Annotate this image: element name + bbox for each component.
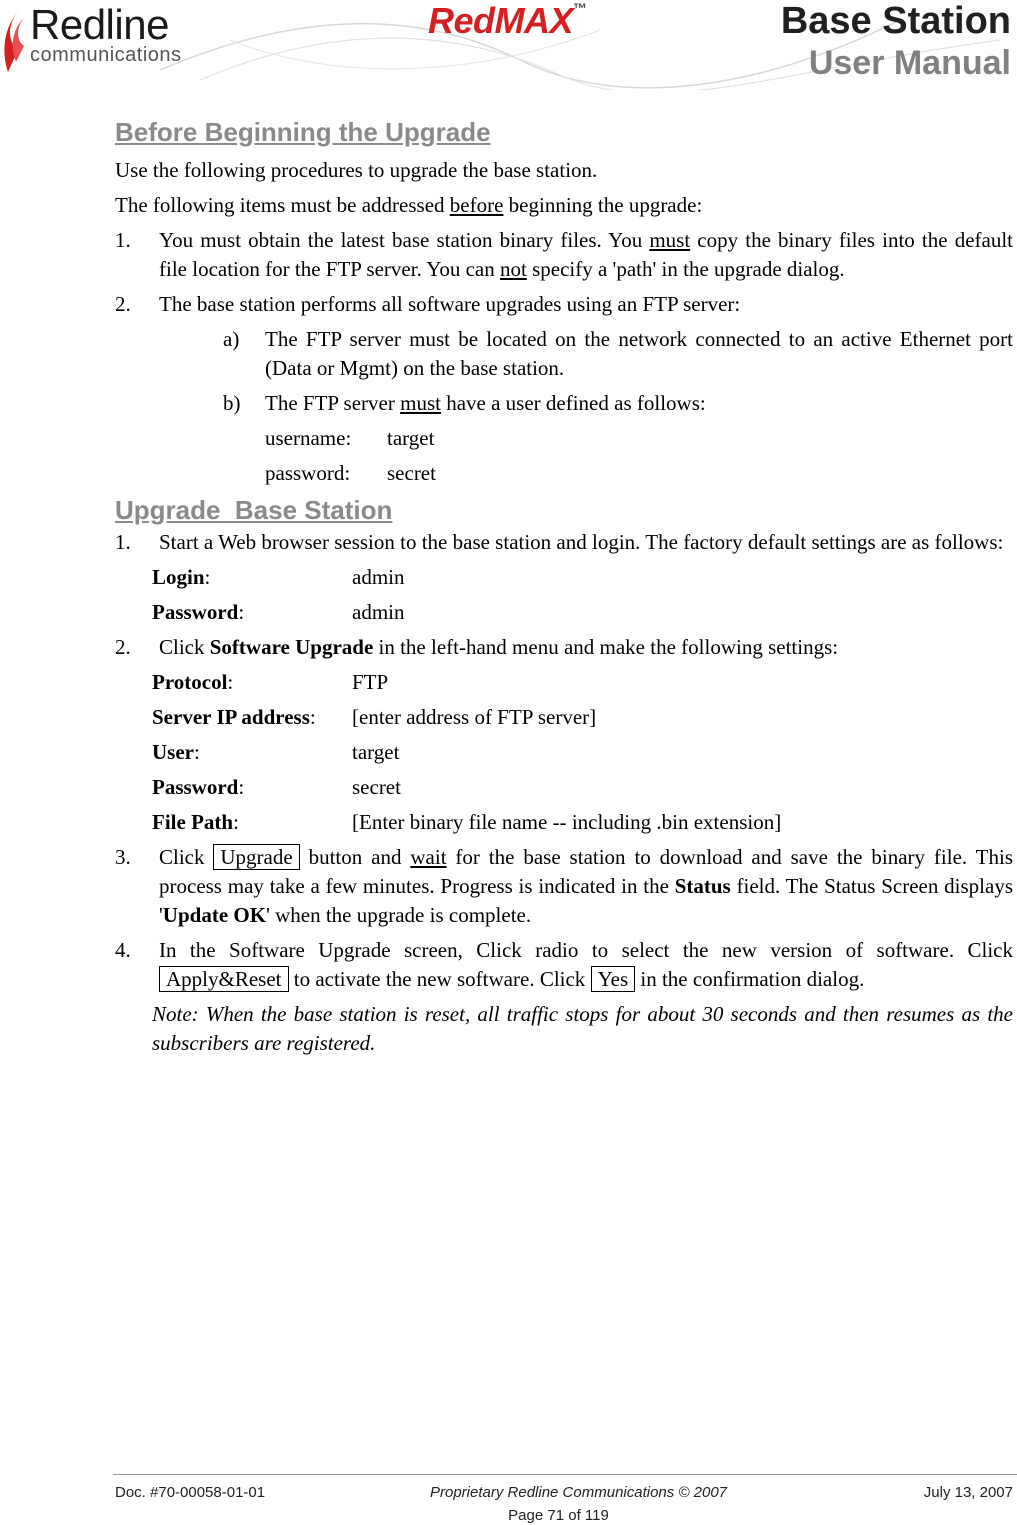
user-row: User: target [152,740,400,764]
server-ip-row: Server IP address: [enter address of FTP server] [152,705,597,729]
list-item: 1. Start a Web browser session to the base station and login. The factory default settings are as follows: [115,530,1004,554]
list-item: 2. The base station performs all software upgrades using an FTP server: [115,292,741,316]
redline-logo-mark-icon [2,6,32,76]
brand-max: MAX [494,0,574,41]
logo-subtitle: communications [30,44,182,66]
page-header [0,0,1017,90]
list-item: 3. Click Upgrade button and wait for the base station to download and save the binary file. This process may take a few minutes. Progress is indicated in the Status field. The Status Screen displays 'Update OK' when the upgrade is complete. [115,845,1014,927]
footer-proprietary: Proprietary Redline Communications © 2007 [430,1484,728,1501]
page-content [115,114,1013,1058]
redline-logo [0,0,210,80]
section-heading-before-upgrade: Before Beginning the Upgrade [115,117,491,147]
list-item: 2. Click Software Upgrade in the left-hand menu and make the following settings: [115,635,839,659]
section-heading-upgrade-base-station: Upgrade Base Station [115,495,393,525]
yes-button-ref: Yes [591,966,636,992]
doc-title-line1: Base Station [780,0,1011,42]
reset-note: Note: When the base station is reset, all traffic stops for about 30 seconds and then resumes as the subscribers are registered. [152,1002,1013,1055]
items-lead-paragraph: The following items must be addressed before beginning the upgrade: [115,193,703,217]
apply-reset-button-ref: Apply&Reset [159,966,289,992]
footer-doc-number: Doc. #70-00058-01-01 [115,1484,266,1501]
upgrade-button-ref: Upgrade [213,844,299,870]
doc-title-line2: User Manual [808,44,1011,82]
redmax-brand [428,0,587,42]
file-path-row: File Path: [Enter binary file name -- including .bin extension] [152,810,782,834]
password-row: Password: admin [152,600,405,624]
ftp-password-row: password: secret [265,461,436,485]
sub-list-item: a) The FTP server must be located on the network connected to an active Ethernet port (Data or Mgmt) on the base station. [223,327,1013,380]
list-item: 4. In the Software Upgrade screen, Click radio to select the new version of software. Click Apply&Reset to activate the new software. Click Yes in the confirmation dialog. [115,938,1013,991]
login-row: Login: admin [152,565,405,589]
footer-page-number: Page 71 of 119 [508,1507,609,1524]
sub-list-item: b) The FTP server must have a user defined as follows: [223,391,706,415]
logo-wordmark: Redline [30,1,169,48]
list-item: 1. You must obtain the latest base station binary files. You must copy the binary files into the default file location for the FTP server. You can not specify a 'path' in the upgrade dialog. [115,228,1013,281]
intro-paragraph: Use the following procedures to upgrade the base station. [115,158,598,182]
brand-trademark: ™ [573,0,587,16]
password2-row: Password: secret [152,775,401,799]
brand-red: Red [428,0,495,41]
footer-divider [113,1474,1017,1475]
ftp-username-row: username: target [265,426,435,450]
footer-date: July 13, 2007 [923,1484,1013,1501]
protocol-row: Protocol: FTP [152,670,389,694]
